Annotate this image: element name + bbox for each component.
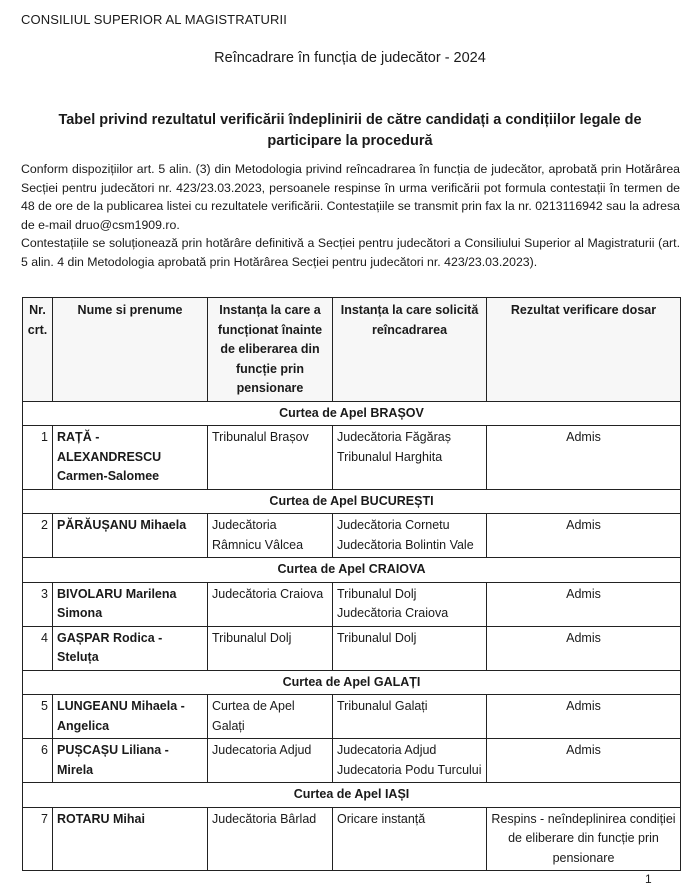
table-header-row bbox=[23, 298, 681, 402]
verification-result: Admis bbox=[487, 626, 681, 670]
row-number: 2 bbox=[23, 514, 53, 558]
court-section-row bbox=[23, 489, 681, 514]
organization-name: CONSILIUL SUPERIOR AL MAGISTRATURII bbox=[21, 12, 287, 27]
requested-court-item: Judecătoria Făgăraș bbox=[337, 430, 451, 444]
header-nr: Nr. crt. bbox=[23, 298, 53, 402]
court-section-row bbox=[23, 783, 681, 808]
candidate-name: BIVOLARU Marilena Simona bbox=[53, 582, 208, 626]
candidate-name: ROTARU Mihai bbox=[53, 807, 208, 871]
header-instanta: Instanța la care a funcționat înainte de eliberarea din funcție prin pensionare bbox=[208, 298, 333, 402]
candidate-name: PUȘCAȘU Liliana - Mirela bbox=[53, 739, 208, 783]
court-section-row bbox=[23, 558, 681, 583]
court-section-label: Curtea de Apel BRAȘOV bbox=[23, 401, 681, 426]
previous-court: Tribunalul Brașov bbox=[208, 426, 333, 490]
contestation-paragraph: Contestațiile se soluționează prin hotărâre definitivă a Secției pentru judecători a Consiliului Superior al Magistraturii (art. 5 alin. 4 din Metodologia aprobată prin Hotărârea Secției pentru judecători nr. 423/23.03.2023). bbox=[21, 236, 680, 269]
court-section-row bbox=[23, 401, 681, 426]
requested-court-item: Judecătoria Bolintin Vale bbox=[337, 537, 474, 552]
requested-courts bbox=[333, 626, 487, 670]
table-body bbox=[23, 401, 681, 871]
requested-court-item: Tribunalul Dolj bbox=[337, 586, 417, 601]
requested-courts bbox=[333, 739, 487, 783]
requested-court-item: Tribunalul Galați bbox=[337, 699, 428, 713]
requested-court-item: Judecătoria Cornetu bbox=[337, 518, 450, 532]
requested-court-item: Judecătoria Craiova bbox=[337, 606, 449, 620]
court-section-label: Curtea de Apel IAȘI bbox=[23, 783, 681, 808]
requested-court-item: Judecatoria Podu Turcului bbox=[337, 762, 482, 777]
candidate-name: RAȚĂ - ALEXANDRESCU Carmen-Salomee bbox=[53, 426, 208, 490]
previous-court: Tribunalul Dolj bbox=[208, 626, 333, 670]
previous-court: Judecătoria Craiova bbox=[208, 582, 333, 626]
table-row bbox=[23, 582, 681, 626]
row-number: 5 bbox=[23, 695, 53, 739]
candidate-name: LUNGEANU Mihaela - Angelica bbox=[53, 695, 208, 739]
requested-courts bbox=[333, 514, 487, 558]
results-table bbox=[22, 297, 681, 871]
court-section-label: Curtea de Apel GALAȚI bbox=[23, 670, 681, 695]
verification-result: Admis bbox=[487, 582, 681, 626]
verification-result: Admis bbox=[487, 514, 681, 558]
legal-notice-paragraph: Conform dispozițiilor art. 5 alin. (3) din Metodologia privind reîncadrarea în funcția de judecător, aprobată prin Hotărârea Secției pentru judecători nr. 423/23.03.2023, persoanele respinse în urma verificării pot formula contestații în termen de 48 de ore de la publicarea listei cu rezultatele verificării. Contestațiile se transmit prin fax la nr. 0213116942 sau la adresa de e-mail druo@csm1909.ro. bbox=[21, 162, 680, 232]
table-row bbox=[23, 807, 681, 871]
previous-court: Judecătoria Bârlad bbox=[208, 807, 333, 871]
requested-court-item: Tribunalul Harghita bbox=[337, 449, 443, 464]
table-row bbox=[23, 695, 681, 739]
previous-court: Judecatoria Adjud bbox=[208, 739, 333, 783]
header-solicita: Instanța la care solicită reîncadrarea bbox=[333, 298, 487, 402]
requested-court-item: Oricare instanță bbox=[337, 811, 426, 826]
requested-court-item: Judecatoria Adjud bbox=[337, 743, 437, 757]
requested-courts bbox=[333, 426, 487, 490]
table-row bbox=[23, 514, 681, 558]
requested-courts bbox=[333, 695, 487, 739]
row-number: 3 bbox=[23, 582, 53, 626]
candidate-name: GAȘPAR Rodica - Steluța bbox=[53, 626, 208, 670]
court-section-label: Curtea de Apel CRAIOVA bbox=[23, 558, 681, 583]
verification-result: Admis bbox=[487, 739, 681, 783]
page-number: 1 bbox=[645, 872, 652, 886]
candidate-name: PĂRĂUȘANU Mihaela bbox=[53, 514, 208, 558]
document-subtitle: Reîncadrare în funcția de judecător - 2024 bbox=[214, 50, 486, 66]
table-row bbox=[23, 426, 681, 490]
previous-court: Curtea de Apel Galați bbox=[208, 695, 333, 739]
requested-courts bbox=[333, 807, 487, 871]
row-number: 1 bbox=[23, 426, 53, 490]
row-number: 7 bbox=[23, 807, 53, 871]
court-section-row bbox=[23, 670, 681, 695]
previous-court: Judecătoria Râmnicu Vâlcea bbox=[208, 514, 333, 558]
document-title: Tabel privind rezultatul verificării îndeplinirii de către candidați a condițiilor legale de participare la procedură bbox=[58, 112, 642, 149]
row-number: 4 bbox=[23, 626, 53, 670]
court-section-label: Curtea de Apel BUCUREȘTI bbox=[23, 489, 681, 514]
table-row bbox=[23, 739, 681, 783]
verification-result: Admis bbox=[487, 695, 681, 739]
header-rezultat: Rezultat verificare dosar bbox=[487, 298, 681, 402]
verification-result: Respins - neîndeplinirea condiției de eliberare din funcție prin pensionare bbox=[487, 807, 681, 871]
header-name: Nume si prenume bbox=[53, 298, 208, 402]
requested-court-item: Tribunalul Dolj bbox=[337, 630, 417, 645]
table-row bbox=[23, 626, 681, 670]
row-number: 6 bbox=[23, 739, 53, 783]
verification-result: Admis bbox=[487, 426, 681, 490]
requested-courts bbox=[333, 582, 487, 626]
